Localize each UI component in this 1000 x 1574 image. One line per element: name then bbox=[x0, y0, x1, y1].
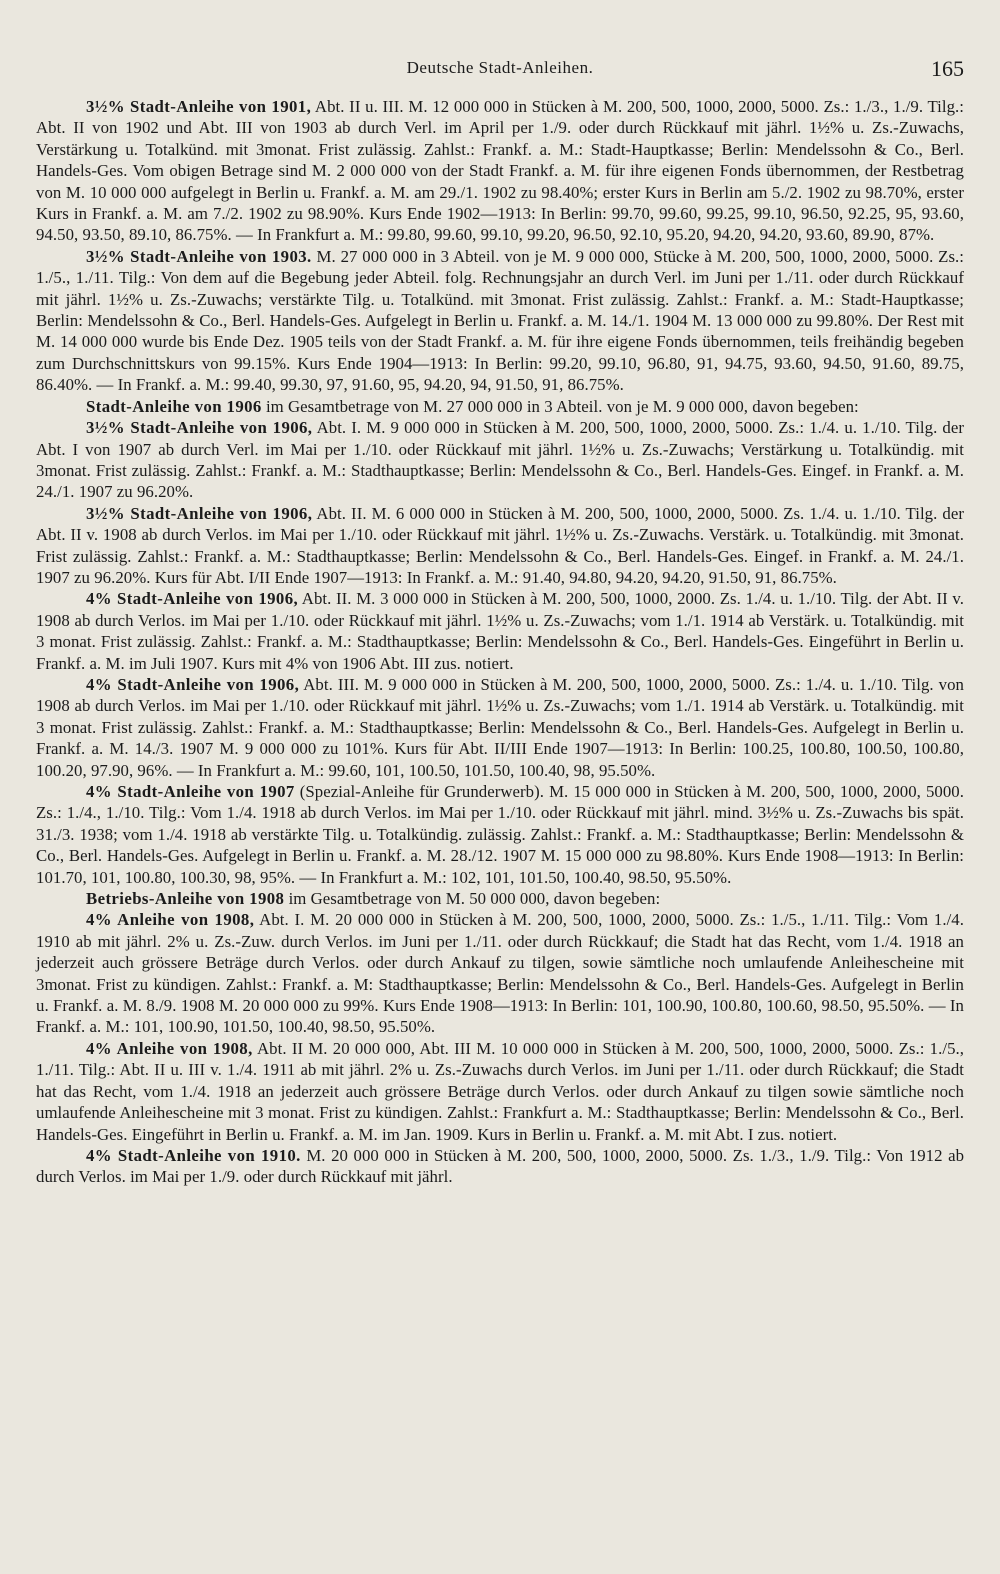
entry-betriebs-anleihe-1908 bbox=[36, 888, 964, 909]
entry-stadt-anleihe-1903 bbox=[36, 246, 964, 396]
entry-text: Abt. I. M. 9 000 000 in Stücken à M. 200, 500, 1000, 2000, 5000. Zs.: 1./4. u. 1./10. Tilg. der Abt. I von 1907 ab durch Verl. im Mai per 1./10. oder Rückkauf mit jährl. 1½% u. Zs.-Zuwachs; Verstärkung u. Totalkündig. mit 3monat. Frist zulässig. Zahlst.: Frankf. a. M.: Stadthauptkasse; Berlin: Mendelssohn & Co., Berl. Handels-Ges. Eingef. in Frankf. a. M. 24./1. 1907 zu 96.20%. bbox=[36, 418, 964, 502]
running-head bbox=[36, 58, 964, 84]
entry-heading: 3½% Stadt-Anleihe von 1906, bbox=[86, 503, 313, 523]
entry-text: M. 20 000 000 in Stücken à M. 200, 500, 1000, 2000, 5000. Zs. 1./3., 1./9. Tilg.: Von 1912 ab durch Verlos. im Mai per 1./9. oder durch Rückkauf mit jährl. bbox=[36, 1145, 965, 1187]
entry-text: M. 27 000 000 in 3 Abteil. von je M. 9 000 000, Stücke à M. 200, 500, 1000, 2000, 5000. Zs.: 1./5., 1./11. Tilg.: Von dem auf die Begebung jeder Abteil. folg. Rechnungsjahr an durch Verl. im Juni per 1./11. oder durch Rückkauf mit jährl. 1½% u. Zs.-Zuwachs; verstärkte Tilg. u. Totalkünd. mit 3monat. Frist zulässig. Zahlst.: Frankf. a. M.: Stadt-Hauptkasse; Berlin: Mendelssohn & Co., Berl. Handels-Ges. Aufgelegt in Berlin u. Frankf. a. M. 14./1. 1904 M. 13 000 000 zu 99.80%. Der Rest mit M. 14 000 000 wurde bis Ende Dez. 1905 teils von der Stadt Frankf. a. M. für ihre eigene Fonds übernommen, teils freihändig begeben zum Durchschnittskurs von 99.15%. Kurs Ende 1904—1913: In Berlin: 99.20, 99.10, 96.80, 91, 94.75, 93.60, 94.50, 91.60, 89.75, 86.40%. — In Frankf. a. M.: 99.40, 99.30, 97, 91.60, 95, 94.20, 94, 91.50, 91, 86.75%. bbox=[36, 246, 964, 395]
entry-heading: 4% Stadt-Anleihe von 1906, bbox=[86, 674, 300, 694]
entry-4pct-anleihe-1908-abt-2-3 bbox=[36, 1038, 964, 1145]
entry-heading: 4% Anleihe von 1908, bbox=[86, 910, 255, 930]
entry-text: Abt. II u. III. M. 12 000 000 in Stücken à M. 200, 500, 1000, 2000, 5000. Zs.: 1./3., 1./9. Tilg.: Abt. II von 1902 und Abt. III von 1903 ab durch Verl. im April per 1./9. oder durch Rückkauf mit jährl. 1½% u. Zs.-Zuwachs, Verstärkung u. Totalkünd. mit 3monat. Frist zulässig. Zahlst.: Frankf. a. M.: Stadt-Hauptkasse; Berlin: Mendelssohn & Co., Berl. Handels-Ges. Vom obigen Betrage sind M. 2 000 000 von der Stadt Frankf. a. M. für ihre eigenen Fonds übernommen, der Restbetrag von M. 10 000 000 aufgelegt in Berlin u. Frankf. a. M. am 29./1. 1902 zu 98.40%; erster Kurs in Berlin am 5./2. 1902 zu 98.70%, erster Kurs in Frankf. a. M. am 7./2. 1902 zu 98.90%. Kurs Ende 1902—1913: In Berlin: 99.70, 99.60, 99.25, 99.10, 96.50, 92.25, 95, 93.60, 94.50, 93.50, 89.10, 86.75%. — In Frankfurt a. M.: 99.80, 99.60, 99.10, 99.20, 96.50, 92.10, 95.20, 94.20, 94.20, 93.60, 89.90, 87%. bbox=[36, 97, 965, 245]
entry-text: im Gesamtbetrage von M. 50 000 000, davon begeben: bbox=[284, 889, 661, 909]
entry-heading: 4% Stadt-Anleihe von 1907 bbox=[86, 782, 295, 801]
entry-stadt-anleihe-1906-total bbox=[36, 396, 964, 417]
entry-stadt-anleihe-1901 bbox=[36, 96, 964, 246]
entry-heading: 3½% Stadt-Anleihe von 1906, bbox=[86, 418, 313, 438]
entry-text: Abt. I. M. 20 000 000 in Stücken à M. 200, 500, 1000, 2000, 5000. Zs.: 1./5., 1./11. Tilg.: Vom 1./4. 1910 ab mit jährl. 2% u. Zs.-Zuw. durch Verlos. im Juni per 1./11. oder durch Rückkauf; die Stadt hat das Recht, vom 1./4. 1918 an jederzeit auch grössere Beträge durch Verlos. oder durch Ankauf zu tilgen, sowie sämtliche noch umlaufende Anleihescheine mit 3monat. Frist zu kündigen. Zahlst.: Frankf. a. M: Stadthauptkasse; Berlin: Mendelssohn & Co., Berl. Handels-Ges. Aufgelegt in Berlin u. Frankf. a. M. 8./9. 1908 M. 20 000 000 zu 99%. Kurs Ende 1908—1913: In Berlin: 101, 100.90, 100.80, 100.60, 98.50, 95.50%. — In Frankf. a. M.: 101, 100.90, 101.50, 100.40, 98.50, 95.50%. bbox=[36, 910, 964, 1037]
page-number: 165 bbox=[931, 56, 964, 81]
entry-text: Abt. II M. 20 000 000, Abt. III M. 10 000 000 in Stücken à M. 200, 500, 1000, 2000, 5000. Zs.: 1./5., 1./11. Tilg.: Abt. II u. III v. 1./4. 1911 ab mit jährl. 2% u. Zs.-Zuwachs durch Verlos. im Juni per 1./11. oder durch Rückkauf; die Stadt hat das Recht, vom 1./4. 1918 an jederzeit auch grössere Beträge durch Verlos. oder durch Ankauf zu tilgen sowie sämtliche noch umlaufende Anleihescheine mit 3 monat. Frist zu kündigen. Zahlst.: Frankfurt a. M.: Stadthauptkasse; Berlin: Mendelssohn & Co., Berl. Handels-Ges. Eingeführt in Berlin u. Frankf. a. M. im Jan. 1909. Kurs in Berlin u. Frankf. a. M. mit Abt. I zus. notiert. bbox=[36, 1038, 965, 1144]
entry-heading: 3½% Stadt-Anleihe von 1903. bbox=[86, 246, 312, 266]
entry-4pct-stadt-anleihe-1910 bbox=[36, 1145, 964, 1188]
entry-heading: 3½% Stadt-Anleihe von 1901, bbox=[86, 97, 312, 116]
entry-heading: 4% Stadt-Anleihe von 1906, bbox=[86, 589, 299, 609]
entry-text: Abt. II. M. 3 000 000 in Stücken à M. 200, 500, 1000, 2000. Zs. 1./4. u. 1./10. Tilg. der Abt. II v. 1908 ab durch Verlos. im Mai per 1./10. oder Rückkauf mit jährl. 1½% u. Zs.-Zuwachs; vom 1./1. 1914 ab Verstärk. u. Totalkündig. mit 3 monat. Frist zulässig. Zahlst.: Frankf. a. M.: Stadthauptkasse; Berlin: Mendelssohn & Co., Berl. Handels-Ges. Eingeführt in Berlin u. Frankf. a. M. im Juli 1907. Kurs mit 4% von 1906 Abt. III zus. notiert. bbox=[36, 589, 964, 673]
entry-text: Abt. III. M. 9 000 000 in Stücken à M. 200, 500, 1000, 2000, 5000. Zs.: 1./4. u. 1./10. Tilg. von 1908 ab durch Verlos. im Mai per 1./10. oder Rückkauf mit jährl. 1½% u. Zs.-Zuwachs; vom 1./1. 1914 ab Verstärk. u. Totalkündig. mit 3 monat. Frist zulässig. Zahlst.: Frankf. a. M.: Stadthauptkasse; Berlin: Mendelssohn & Co., Berl. Handels-Ges. Aufgelegt in Berlin u. Frankf. a. M. 14./3. 1907 M. 9 000 000 zu 101%. Kurs für Abt. II/III Ende 1907—1913: In Berlin: 100.25, 100.80, 100.50, 100.80, 100.20, 97.90, 96%. — In Frankfurt a. M.: 99.60, 101, 100.50, 101.50, 100.40, 98, 95.50%. bbox=[36, 674, 964, 780]
entry-4pct-stadt-anleihe-1906-abt-2 bbox=[36, 588, 964, 674]
entry-text: im Gesamtbetrage von M. 27 000 000 in 3 Abteil. von je M. 9 000 000, davon begeben: bbox=[261, 396, 859, 416]
entry-heading: Betriebs-Anleihe von 1908 bbox=[86, 889, 285, 909]
entry-heading: Stadt-Anleihe von 1906 bbox=[86, 396, 262, 416]
entry-4pct-anleihe-1908-abt-1 bbox=[36, 909, 964, 1037]
entry-4pct-stadt-anleihe-1907 bbox=[36, 781, 964, 888]
entry-text: Abt. II. M. 6 000 000 in Stücken à M. 200, 500, 1000, 2000, 5000. Zs. 1./4. u. 1./10. Tilg. der Abt. II v. 1908 ab durch Verlos. im Mai per 1./10. oder Rückkauf mit jährl. 1½% u. Zs.-Zuwachs. Verstärk. u. Totalkündig. mit 3monat. Frist zulässig. Zahlst.: Frankf. a. M.: Stadthauptkasse; Berlin: Mendelssohn & Co., Berl. Handels-Ges. Eingef. in Frankf. a. M. 24./1. 1907 zu 96.20%. Kurs für Abt. I/II Ende 1907—1913: In Frankf. a. M.: 91.40, 94.80, 94.20, 94.20, 91.50, 91, 86.75%. bbox=[36, 503, 964, 587]
entry-heading: 4% Stadt-Anleihe von 1910. bbox=[86, 1145, 301, 1165]
running-title: Deutsche Stadt-Anleihen. bbox=[406, 58, 594, 77]
entry-stadt-anleihe-1906-abt-2 bbox=[36, 503, 964, 589]
entry-text: (Spezial-Anleihe für Grunderwerb). M. 15 000 000 in Stücken à M. 200, 500, 1000, 2000, 5000. Zs.: 1./4., 1./10. Tilg.: Vom 1./4. 1918 ab durch Verlos. im Mai per 1./10. oder Rückkauf mit jährl. mind. 3½% u. Zs.-Zuwachs bis spät. 31./3. 1938; vom 1./4. 1918 ab verstärkte Tilg. u. Totalkündig. zulässig. Zahlst.: Frankf. a. M.: Stadthauptkasse; Berlin: Mendelssohn & Co., Berl. Handels-Ges. Aufgelegt in Berlin u. Frankf. a. M. 28./12. 1907 M. 15 000 000 zu 98.80%. Kurs Ende 1908—1913: In Berlin: 101.70, 101, 100.80, 100.30, 98, 95%. — In Frankfurt a. M.: 102, 101, 101.50, 100.40, 98.50, 95.50%. bbox=[36, 782, 964, 887]
entry-heading: 4% Anleihe von 1908, bbox=[86, 1038, 253, 1058]
entry-4pct-stadt-anleihe-1906-abt-3 bbox=[36, 674, 964, 781]
body-text bbox=[36, 96, 964, 1188]
entry-stadt-anleihe-1906-abt-1 bbox=[36, 417, 964, 503]
